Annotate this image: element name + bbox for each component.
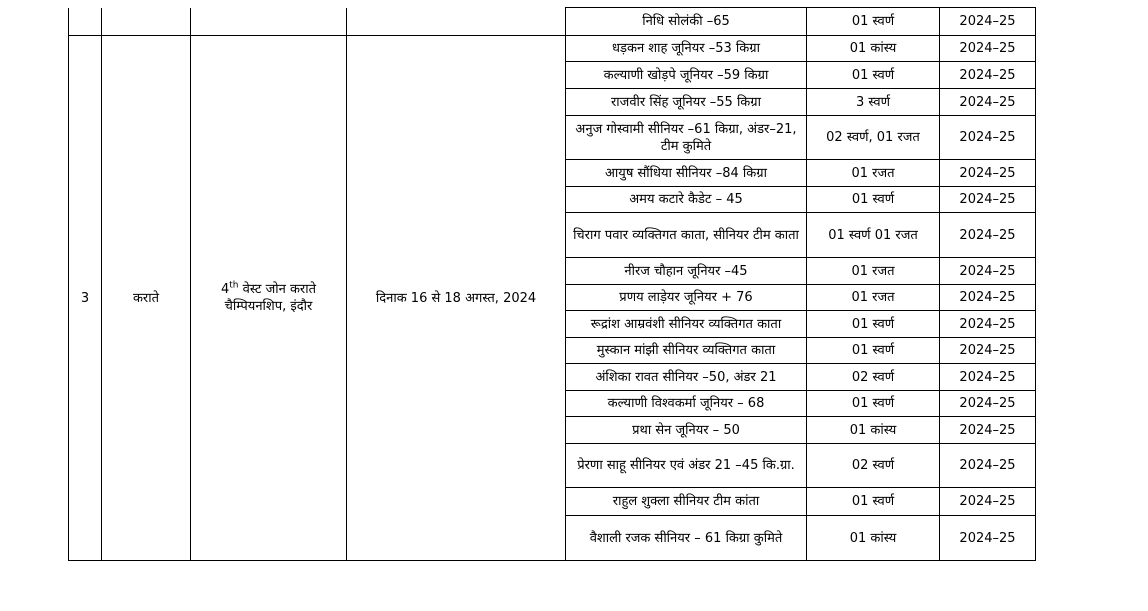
medal-cell: 01 कांस्य xyxy=(807,36,940,62)
medal-cell: 02 स्वर्ण, 01 रजत xyxy=(807,116,940,160)
player-cell: आयुष सौंधिया सीनियर –84 किग्रा xyxy=(566,160,807,187)
medal-cell: 01 स्वर्ण xyxy=(807,338,940,364)
player-cell: मुस्कान मांझी सीनियर व्यक्तिगत काता xyxy=(566,338,807,364)
player-cell: अमय कटारे कैडेट – 45 xyxy=(566,187,807,213)
table-row xyxy=(69,36,1036,62)
player-cell: प्रेरणा साहू सीनियर एवं अंडर 21 –45 कि.ग्रा. xyxy=(566,444,807,488)
player-cell: अनुज गोस्वामी सीनियर –61 किग्रा, अंडर–21, टीम कुमिते xyxy=(566,116,807,160)
sport-name: कराते xyxy=(102,36,191,561)
medal-cell: 01 स्वर्ण xyxy=(807,187,940,213)
player-cell: राहुल शुक्ला सीनियर टीम कांता xyxy=(566,488,807,516)
year-cell: 2024–25 xyxy=(940,187,1036,213)
year-cell: 2024–25 xyxy=(940,116,1036,160)
competition-ordinal-suffix: th xyxy=(229,280,239,291)
serial-number: 3 xyxy=(69,36,102,561)
medal-cell: 01 स्वर्ण 01 रजत xyxy=(807,213,940,258)
medal-cell: 01 स्वर्ण xyxy=(807,488,940,516)
year-cell: 2024–25 xyxy=(940,444,1036,488)
year-cell: 2024–25 xyxy=(940,285,1036,311)
competition-name xyxy=(191,36,347,561)
year-cell: 2024–25 xyxy=(940,160,1036,187)
serial-cell-empty xyxy=(69,8,102,36)
player-cell: नीरज चौहान जूनियर –45 xyxy=(566,258,807,285)
player-cell: निधि सोलंकी –65 xyxy=(566,8,807,36)
table-row-previous xyxy=(69,8,1036,36)
player-cell: कल्याणी खोड़पे जूनियर –59 किग्रा xyxy=(566,62,807,89)
competition-number: 4 xyxy=(220,282,230,297)
player-cell: चिराग पवार व्यक्तिगत काता, सीनियर टीम काता xyxy=(566,213,807,258)
player-cell: प्रथा सेन जूनियर – 50 xyxy=(566,417,807,444)
player-cell: रूद्रांश आम्रवंशी सीनियर व्यक्तिगत काता xyxy=(566,311,807,338)
year-cell: 2024–25 xyxy=(940,364,1036,391)
competition-cell-empty xyxy=(191,8,347,36)
medal-cell: 01 स्वर्ण xyxy=(807,311,940,338)
year-cell: 2024–25 xyxy=(940,516,1036,561)
year-cell: 2024–25 xyxy=(940,338,1036,364)
sport-cell-empty xyxy=(102,8,191,36)
player-cell: अंशिका रावत सीनियर –50, अंडर 21 xyxy=(566,364,807,391)
date-cell-empty xyxy=(347,8,566,36)
medal-cell: 01 रजत xyxy=(807,160,940,187)
year-cell: 2024–25 xyxy=(940,311,1036,338)
year-cell: 2024–25 xyxy=(940,62,1036,89)
year-cell: 2024–25 xyxy=(940,8,1036,36)
year-cell: 2024–25 xyxy=(940,488,1036,516)
year-cell: 2024–25 xyxy=(940,213,1036,258)
player-cell: राजवीर सिंह जूनियर –55 किग्रा xyxy=(566,89,807,116)
medal-cell: 01 रजत xyxy=(807,258,940,285)
medal-cell: 3 स्वर्ण xyxy=(807,89,940,116)
year-cell: 2024–25 xyxy=(940,36,1036,62)
medal-cell: 01 स्वर्ण xyxy=(807,8,940,36)
player-cell: प्रणय लाड़ेयर जूनियर + 76 xyxy=(566,285,807,311)
year-cell: 2024–25 xyxy=(940,391,1036,417)
medal-cell: 01 स्वर्ण xyxy=(807,391,940,417)
achievements-table xyxy=(68,7,1036,561)
year-cell: 2024–25 xyxy=(940,417,1036,444)
year-cell: 2024–25 xyxy=(940,89,1036,116)
player-cell: कल्याणी विश्वकर्मा जूनियर – 68 xyxy=(566,391,807,417)
player-cell: वैशाली रजक सीनियर – 61 किग्रा कुमिते xyxy=(566,516,807,561)
player-cell: धड़कन शाह जूनियर –53 किग्रा xyxy=(566,36,807,62)
competition-date: दिनाक 16 से 18 अगस्त, 2024 xyxy=(347,36,566,561)
medal-cell: 01 रजत xyxy=(807,285,940,311)
competition-title: वेस्ट जोन कराते चैम्पियनशिप, इंदौर xyxy=(224,282,317,314)
medal-cell: 02 स्वर्ण xyxy=(807,444,940,488)
medal-cell: 01 कांस्य xyxy=(807,516,940,561)
medal-cell: 01 स्वर्ण xyxy=(807,62,940,89)
medal-cell: 01 कांस्य xyxy=(807,417,940,444)
medal-cell: 02 स्वर्ण xyxy=(807,364,940,391)
year-cell: 2024–25 xyxy=(940,258,1036,285)
